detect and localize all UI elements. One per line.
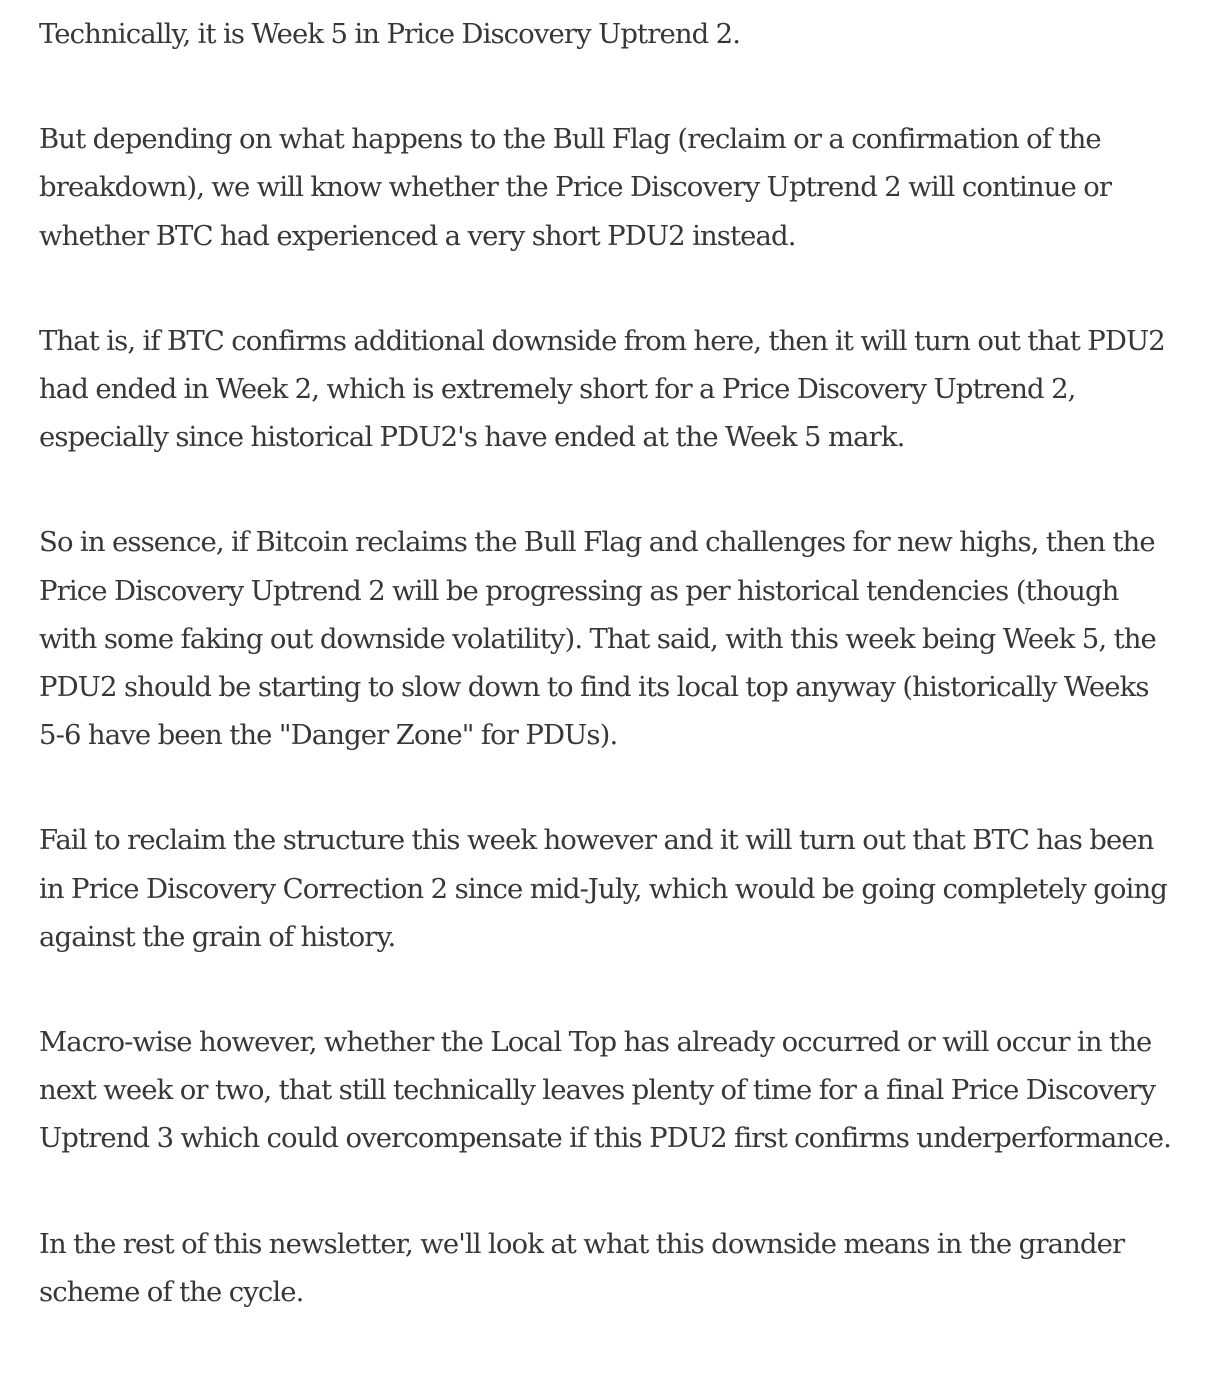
paragraph-bull-flag: But depending on what happens to the Bull Flag (reclaim or a confirmation of the breakdown), we will know whether the Price Discovery Uptrend 2 will continue or whether BTC had experienced a very short PDU2 instead.	[39, 123, 1112, 252]
paragraph-downside-scenario: That is, if BTC confirms additional downside from here, then it will turn out that PDU2 had ended in Week 2, which is extremely short for a Price Discovery Uptrend 2, especially since historical PDU2's have ended at the Week 5 mark.	[39, 324, 1165, 454]
paragraph-macro-outlook: Macro-wise however, whether the Local Top has already occurred or will occur in the next week or two, that still technically leaves plenty of time for a final Price Discovery Uptrend 3 which could overcompensate if this PDU2 first confirms underperformance.	[39, 1026, 1171, 1155]
paragraph-reclaim-scenario: So in essence, if Bitcoin reclaims the Bull Flag and challenges for new highs, then the Price Discovery Uptrend 2 will be progressing as per historical tendencies (though with some faking out downside volatility). That said, with this week being Week 5, the PDU2 should be starting to slow down to find its local top anyway (historically Weeks 5-6 have been the "Danger Zone" for PDUs).	[39, 526, 1156, 752]
paragraph-week-5: Technically, it is Week 5 in Price Discovery Uptrend 2.	[39, 18, 741, 50]
paragraph-newsletter-intro: In the rest of this newsletter, we'll look at what this downside means in the grander scheme of the cycle.	[39, 1227, 1125, 1308]
paragraph-fail-to-reclaim: Fail to reclaim the structure this week however and it will turn out that BTC has been in Price Discovery Correction 2 since mid-July, which would be going completely going against the grain of history.	[39, 824, 1167, 953]
article-body	[39, 10, 1179, 1316]
